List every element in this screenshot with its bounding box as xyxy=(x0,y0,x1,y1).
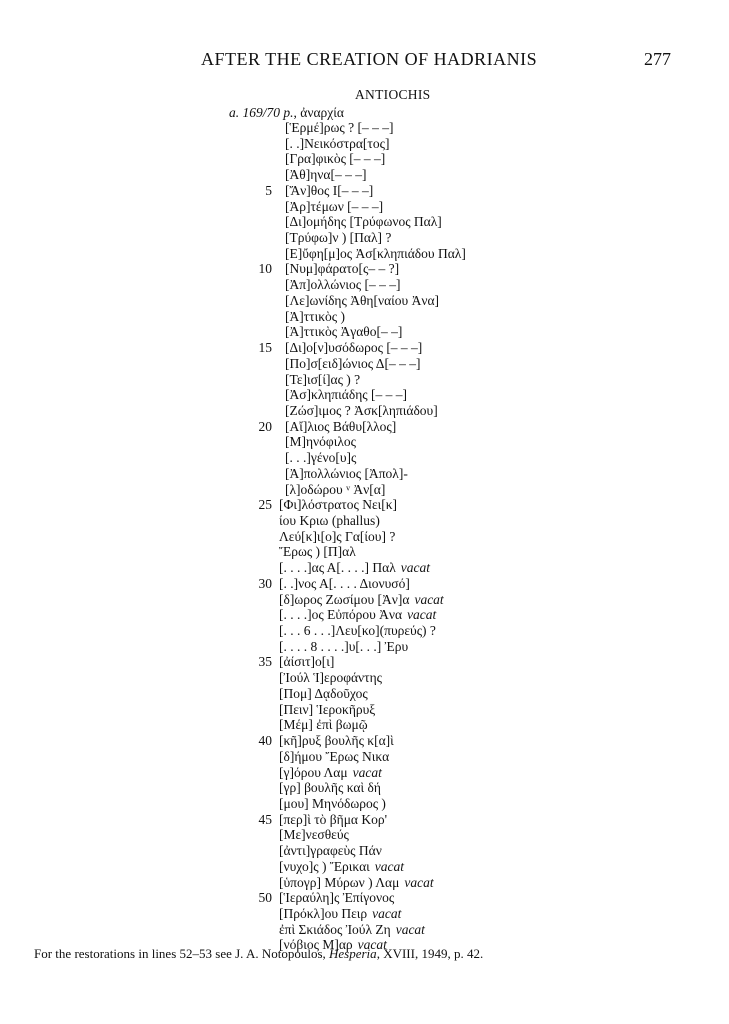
line-text xyxy=(285,340,422,356)
line-text xyxy=(285,230,391,246)
line-greek-text: [Γρα]φικὸς [– – –] xyxy=(285,151,386,167)
line-text xyxy=(279,827,349,843)
vacat-mark: vacat xyxy=(372,906,402,921)
line-text xyxy=(285,434,356,450)
line-text xyxy=(285,167,366,183)
line-greek-text: [δ]ήμου Ἔρως Νικα xyxy=(279,748,390,764)
line-greek-text: [γρ] βουλῆς καὶ δή xyxy=(279,780,381,796)
line-text xyxy=(279,497,397,513)
line-text xyxy=(279,733,394,749)
line-text xyxy=(279,796,386,812)
line-greek-text: [Ἀρ]τέμων [– – –] xyxy=(285,198,384,214)
line-number: 30 xyxy=(258,575,272,591)
line-greek-text: [μου] Μηνόδωρος ) xyxy=(279,795,386,811)
line-text xyxy=(279,812,387,828)
line-text xyxy=(279,654,334,670)
line-greek-text: [. .]Νεικόστρα[τος] xyxy=(285,135,390,151)
line-number: 45 xyxy=(258,811,272,827)
line-greek-text: [λ]οδώρου ᵛ Ἀν[α] xyxy=(285,481,386,497)
archon-line xyxy=(229,105,344,121)
line-greek-text: [νυχο]ς ) Ἔρικαι xyxy=(279,858,370,874)
line-text xyxy=(279,513,380,529)
line-text xyxy=(279,670,382,686)
line-text xyxy=(285,246,466,262)
line-text xyxy=(279,875,434,891)
line-text xyxy=(285,466,408,482)
line-greek-text: [. . . . 8 . . . .]υ[. . .] Ἐρυ xyxy=(279,638,409,654)
line-text xyxy=(285,356,420,372)
line-text xyxy=(285,261,399,277)
line-greek-text: [νόβιος Μ]αρ xyxy=(279,937,353,953)
tribe-heading: ANTIOCHIS xyxy=(355,87,431,102)
archon-name: , ἀναρχία xyxy=(293,105,344,120)
line-greek-text: [κῆ]ρυξ βουλῆς κ[α]ὶ xyxy=(279,733,394,749)
line-greek-text: ἐπὶ Σκιάδος Ἰούλ Ζη xyxy=(279,921,391,937)
page-number: 277 xyxy=(644,49,671,69)
footnote-text-after: , XVIII, 1949, p. 42. xyxy=(376,946,484,961)
line-greek-text: [Μ]ηνόφιλος xyxy=(285,434,356,450)
line-text xyxy=(279,560,430,576)
line-greek-text: [Μέμ] ἐπὶ βωμῷ xyxy=(279,717,368,733)
vacat-mark: vacat xyxy=(407,607,437,623)
line-number: 40 xyxy=(258,733,272,749)
line-text xyxy=(285,372,360,388)
line-greek-text: [Αἴ]λιος Βάθυ[λλος] xyxy=(285,418,397,434)
line-text xyxy=(279,765,382,781)
line-greek-text: Λεύ[κ]ι[ο]ς Γα[ίου] ? xyxy=(279,528,396,544)
footnote-text-before: For the restorations in lines 52–53 see J. A. Notopoulos, xyxy=(34,946,330,961)
line-greek-text: [Ἑρμέ]ρως ? [– – –] xyxy=(285,120,394,135)
archon-year: a. 169/70 p. xyxy=(229,105,294,120)
line-greek-text: [ἀίσιτ]ο[ι] xyxy=(279,654,335,670)
line-greek-text: [Πρόκλ]ου Πειρ xyxy=(279,906,368,921)
line-greek-text: [γ]όρου Λαμ xyxy=(279,764,348,780)
line-text xyxy=(285,136,389,152)
line-greek-text: Ἔρως ) [Π]αλ xyxy=(279,544,356,560)
vacat-mark: vacat xyxy=(357,937,387,953)
line-greek-text: [Ἱεραύλη]ς Ἐπίγονος xyxy=(279,890,395,906)
line-text xyxy=(279,749,389,765)
line-number: 20 xyxy=(258,418,272,434)
line-text xyxy=(279,780,381,796)
line-greek-text: [ὑπογρ] Μύρων ) Λαμ xyxy=(279,874,400,890)
vacat-mark: vacat xyxy=(404,874,434,890)
line-text xyxy=(279,544,356,560)
line-text xyxy=(279,639,408,655)
line-greek-text: [Τε]ισ[ί]ας ) ? xyxy=(285,371,361,387)
line-text xyxy=(285,482,385,498)
vacat-mark: vacat xyxy=(400,560,431,576)
line-greek-text: [Πομ] Δᾳδοῦχος xyxy=(279,685,368,701)
line-greek-text: [Ζώσ]ιμος ? Ἀσκ[ληπιάδου] xyxy=(285,402,438,418)
line-greek-text: [Δι]ο[ν]υσόδωρος [– – –] xyxy=(285,340,423,356)
line-text xyxy=(285,277,400,293)
line-text xyxy=(285,151,385,167)
line-greek-text: [Πο]σ[ειδ]ώνιος Δ[– – –] xyxy=(285,355,421,371)
line-greek-text: [ἀντι]γραφεὺς Πάν xyxy=(279,843,382,859)
line-greek-text: [. .]νος Α[. . . . Διονυσό] xyxy=(279,575,410,591)
line-greek-text: [Ἀ]ττικὸς ) xyxy=(285,308,345,324)
vacat-mark: vacat xyxy=(352,764,382,780)
line-greek-text: [Ἀσ]κληπιάδης [– – –] xyxy=(285,387,407,403)
line-greek-text: [Δι]ομήδης [Τρύφωνος Παλ] xyxy=(285,214,442,230)
line-text xyxy=(285,403,438,419)
line-number: 10 xyxy=(258,261,272,277)
line-greek-text: [Με]νεσθεύς xyxy=(279,827,349,843)
line-text xyxy=(285,450,356,466)
line-text xyxy=(279,843,382,859)
line-text xyxy=(285,293,439,309)
line-text xyxy=(279,576,410,592)
line-greek-text: [Ἀπ]ολλώνιος [– – –] xyxy=(285,277,401,293)
line-number: 25 xyxy=(258,497,272,513)
line-text xyxy=(279,592,444,608)
line-greek-text: [Ε]ὔφη[μ]ος Ἀσ[κληπιάδου Παλ] xyxy=(285,245,466,261)
line-greek-text: [Ἰούλ Ἱ]εροφάντης xyxy=(279,670,382,686)
line-text xyxy=(279,890,394,906)
line-text xyxy=(279,686,368,702)
vacat-mark: vacat xyxy=(414,591,444,607)
line-text xyxy=(279,922,425,938)
line-text xyxy=(285,214,442,230)
vacat-mark: vacat xyxy=(395,921,425,937)
footnote xyxy=(34,946,483,962)
line-greek-text: [Τρύφω]ν ) [Παλ] ? xyxy=(285,230,392,246)
line-text xyxy=(285,419,396,435)
line-greek-text: [Φι]λόστρατος Νει[κ] xyxy=(279,497,398,513)
line-text xyxy=(279,717,368,733)
line-text xyxy=(285,183,373,199)
line-text xyxy=(279,906,401,922)
line-greek-text: [Ἀ]ττικὸς Ἀγαθο[– –] xyxy=(285,324,403,340)
line-greek-text: [. . .]γένο[υ]ς xyxy=(285,450,357,466)
line-text xyxy=(285,309,345,325)
line-number: 5 xyxy=(265,182,272,198)
line-text xyxy=(279,529,395,545)
line-number: 50 xyxy=(258,890,272,906)
line-greek-text: [περ]ὶ τὸ βῆμα Κορ' xyxy=(279,811,388,827)
line-greek-text: [Ἀ]πολλώνιος [Ἀπολ]- xyxy=(285,465,408,481)
line-text xyxy=(279,702,375,718)
line-greek-text: [Ἄν]θος I[– – –] xyxy=(285,182,374,198)
line-greek-text: [. . . 6 . . .]Λευ[κο](πυρεύς) ? xyxy=(279,623,436,639)
line-text xyxy=(285,324,402,340)
line-text xyxy=(279,859,404,875)
line-text xyxy=(285,387,407,403)
line-greek-text: [. . . .]ος Εὐπόρου Ἀνα xyxy=(279,607,403,623)
vacat-mark: vacat xyxy=(374,858,405,874)
line-text xyxy=(279,623,436,639)
line-text xyxy=(285,199,383,215)
line-number: 35 xyxy=(258,654,272,670)
line-number: 15 xyxy=(258,340,272,356)
footnote-journal: Hesperia xyxy=(329,946,377,961)
line-greek-text: ίου Κριω (phallus) xyxy=(279,513,380,528)
line-greek-text: [Πειν] Ἱεροκῆρυξ xyxy=(279,701,376,717)
line-greek-text: [δ]ωρος Ζωσίμου [Ἀν]α xyxy=(279,591,410,607)
running-header-title: AFTER THE CREATION OF HADRIANIS xyxy=(201,49,538,69)
line-greek-text: [Λε]ωνίδης Ἀθη[ναίου Ἀνα] xyxy=(285,292,440,308)
line-greek-text: [Ἀθ]ηνα[– – –] xyxy=(285,167,367,183)
line-text xyxy=(285,120,393,136)
line-text xyxy=(279,607,436,623)
line-greek-text: [. . . .]ας Α[. . . .] Παλ xyxy=(279,560,396,576)
line-greek-text: [Νυμ]φάρατο[ς– – ?] xyxy=(285,261,400,277)
